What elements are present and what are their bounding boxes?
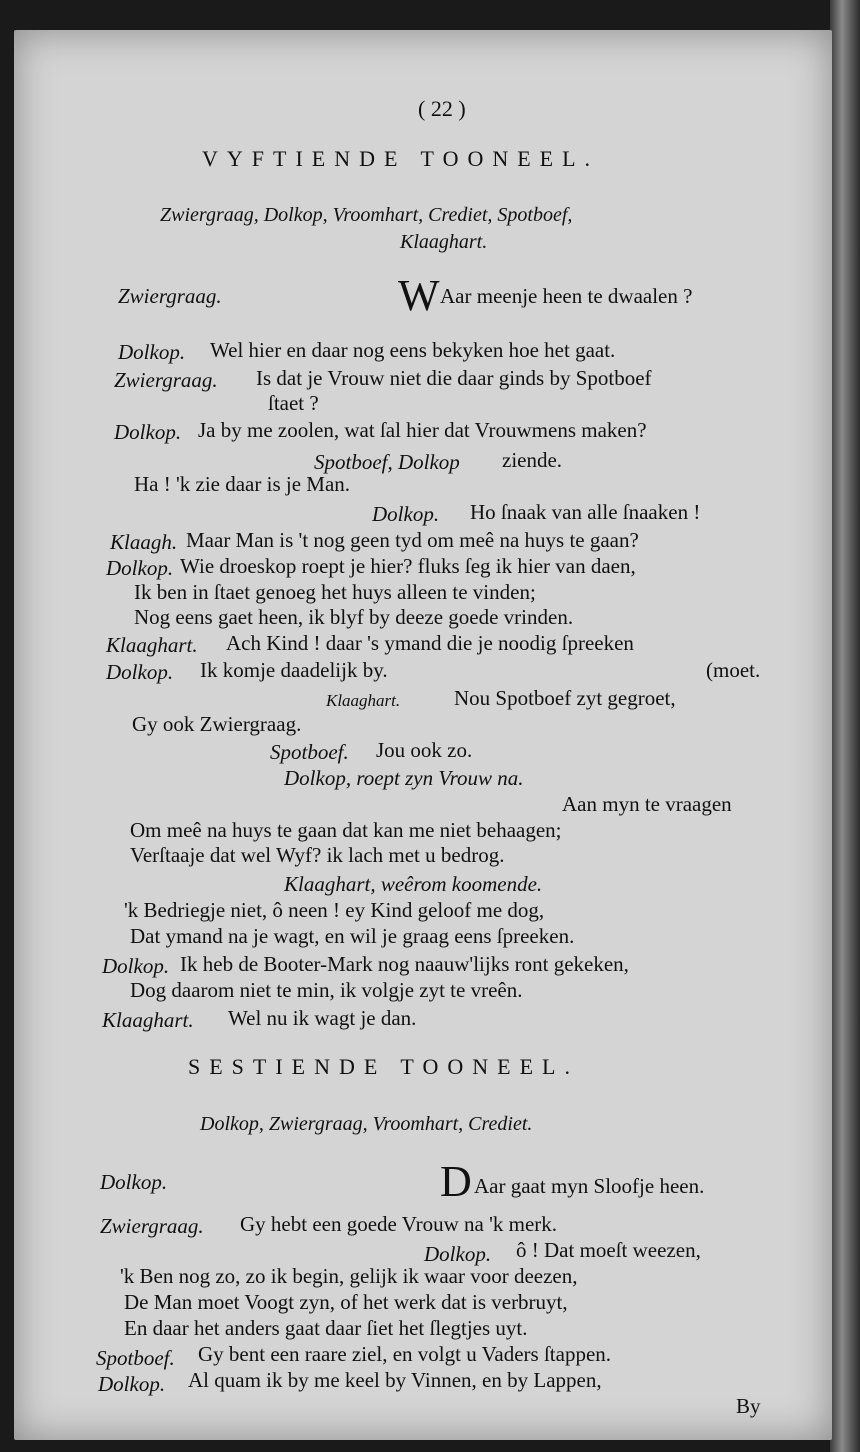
dialogue-line: Wie droeskop roept je hier? fluks ſeg ik hier van daen, xyxy=(180,554,636,578)
speaker-label: Dolkop. xyxy=(106,660,174,684)
dialogue-line: Verſtaaje dat wel Wyf? ik lach met u bedrog. xyxy=(130,843,505,867)
dialogue-line: 'k Ben nog zo, zo ik begin, gelijk ik waar voor deezen, xyxy=(120,1264,578,1288)
dialogue-line: ſtaet ? xyxy=(268,391,319,415)
dialogue-line: Jou ook zo. xyxy=(376,738,473,762)
stage-direction-text: ziende. xyxy=(502,448,563,472)
speaker-label: Zwiergraag. xyxy=(118,284,222,308)
speaker-label: Klaaghart. xyxy=(102,1008,194,1032)
drop-cap: D xyxy=(440,1157,472,1206)
dialogue-line: En daar het anders gaat daar ſiet het ſlegtjes uyt. xyxy=(124,1316,528,1340)
stage-direction: Dolkop, roept zyn Vrouw na. xyxy=(284,766,524,790)
speaker-label: Dolkop. xyxy=(106,556,174,580)
stage-direction: Spotboef, Dolkop xyxy=(314,450,460,474)
dialogue-line: Dog daarom niet te min, ik volgje zyt te vreên. xyxy=(130,978,523,1002)
scene-15-cast-cont: Klaaghart. xyxy=(400,231,488,253)
dialogue-line: Wel nu ik wagt je dan. xyxy=(228,1006,417,1030)
dialogue-line: Ik heb de Booter-Mark nog naauw'lijks ront gekeken, xyxy=(180,952,629,976)
speaker-label: Dolkop. xyxy=(102,954,170,978)
dialogue-line: Nou Spotboef zyt gegroet, xyxy=(454,686,676,710)
dialogue-line: Gy hebt een goede Vrouw na 'k merk. xyxy=(240,1212,558,1236)
dialogue-line: Gy ook Zwiergraag. xyxy=(132,712,302,736)
speaker-label: Dolkop. xyxy=(118,340,186,364)
scene-16-heading: SESTIENDE TOONEEL. xyxy=(188,1054,579,1079)
dialogue-line: Maar Man is 't nog geen tyd om meê na huys te gaan? xyxy=(186,528,639,552)
dialogue-line: Ik komje daadelijk by. xyxy=(200,658,388,682)
dialogue-line-continuation: (moet. xyxy=(706,658,761,682)
dialogue-line: Al quam ik by me keel by Vinnen, en by Lappen, xyxy=(188,1368,602,1392)
speaker-label: Dolkop. xyxy=(100,1170,168,1194)
speaker-label: Dolkop. xyxy=(424,1242,492,1266)
dialogue-line: Ach Kind ! daar 's ymand die je noodig ſpreeken xyxy=(226,631,634,655)
speaker-label: Klaaghart. xyxy=(326,691,401,710)
dialogue-line: Ik ben in ſtaet genoeg het huys alleen te vinden; xyxy=(134,580,536,604)
speaker-label: Zwiergraag. xyxy=(114,368,218,392)
dialogue-line: Nog eens gaet heen, ik blyf by deeze goede vrinden. xyxy=(134,605,574,629)
dialogue-line: Gy bent een raare ziel, en volgt u Vaders ſtappen. xyxy=(198,1342,612,1366)
dialogue-line: Ha ! 'k zie daar is je Man. xyxy=(134,472,351,496)
dialogue-line: Aar gaat myn Sloofje heen. xyxy=(474,1174,705,1198)
speaker-label: Spotboef. xyxy=(96,1346,175,1370)
dialogue-line: ô ! Dat moeſt weezen, xyxy=(516,1238,701,1262)
scene-15-heading: VYFTIENDE TOONEEL. xyxy=(202,146,600,171)
dialogue-line: Is dat je Vrouw niet die daar ginds by Spotboef xyxy=(256,366,652,390)
drop-cap: W xyxy=(398,271,440,320)
dialogue-line: Wel hier en daar nog eens bekyken hoe het gaat. xyxy=(210,338,616,362)
speaker-label: Dolkop. xyxy=(372,502,440,526)
scene-15-cast: Zwiergraag, Dolkop, Vroomhart, Crediet, Spotboef, xyxy=(160,204,573,226)
dialogue-line: Aan myn te vraagen xyxy=(562,792,732,816)
speaker-label: Klaagh. xyxy=(110,530,178,554)
catchword: By xyxy=(736,1394,761,1418)
speaker-label: Spotboef. xyxy=(270,740,349,764)
dialogue-line: Om meê na huys te gaan dat kan me niet behaagen; xyxy=(130,818,562,842)
dialogue-line: 'k Bedriegje niet, ô neen ! ey Kind geloof me dog, xyxy=(124,898,545,922)
speaker-label: Dolkop. xyxy=(114,420,182,444)
speaker-label: Dolkop. xyxy=(98,1372,166,1396)
stage-direction: Klaaghart, weêrom koomende. xyxy=(284,872,543,896)
page-number: ( 22 ) xyxy=(418,96,466,121)
speaker-label: Zwiergraag. xyxy=(100,1214,204,1238)
dialogue-line: Ja by me zoolen, wat ſal hier dat Vrouwmens maken? xyxy=(198,418,647,442)
dialogue-line: De Man moet Voogt zyn, of het werk dat is verbruyt, xyxy=(124,1290,568,1314)
dialogue-line: Ho ſnaak van alle ſnaaken ! xyxy=(470,500,701,524)
speaker-label: Klaaghart. xyxy=(106,633,198,657)
dialogue-line: Dat ymand na je wagt, en wil je graag eens ſpreeken. xyxy=(130,924,575,948)
dialogue-line: Aar meenje heen te dwaalen ? xyxy=(440,284,693,308)
adjacent-page-edge xyxy=(830,0,860,1452)
scene-16-cast: Dolkop, Zwiergraag, Vroomhart, Crediet. xyxy=(200,1113,533,1135)
